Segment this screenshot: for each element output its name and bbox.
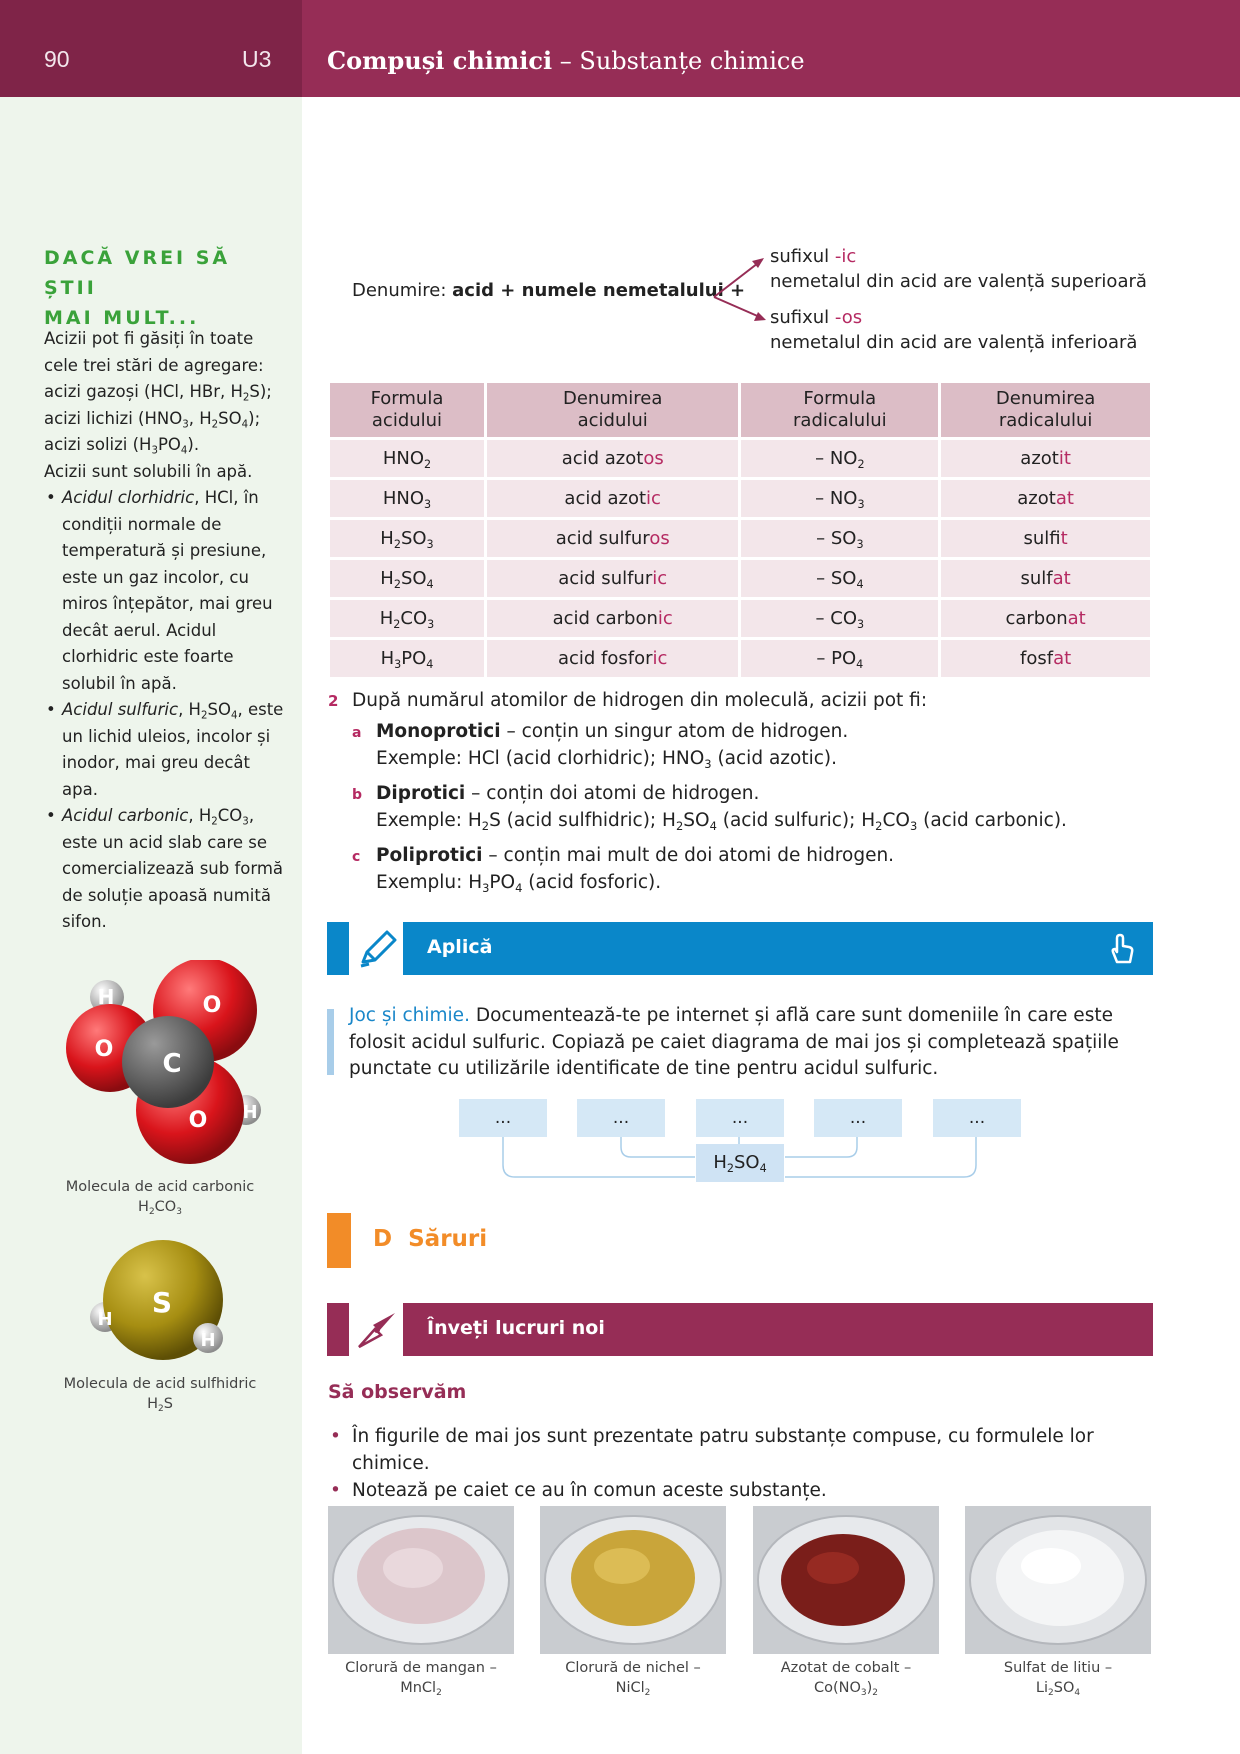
list-item: • Notează pe caiet ce au în comun aceste substanțe.: [328, 1477, 1158, 1504]
acid-classification: [328, 688, 1158, 897]
diagram-placeholder: ...: [577, 1099, 665, 1137]
suffix-os-label: [770, 305, 1137, 330]
column-header: Formula radicalului: [741, 383, 938, 437]
chapter-title-bold: Compuși chimici: [327, 46, 553, 75]
substance-formula: NiCl$_2$: [615, 1680, 651, 1699]
acid-formula: $HNO_2$: [330, 440, 484, 477]
substance-name: Azotat de cobalt –: [780, 1660, 912, 1676]
hand-pointer-icon: [1105, 932, 1139, 966]
item-letter: b: [352, 786, 363, 803]
table-header-row: [330, 383, 1150, 437]
atom-label: O: [202, 993, 222, 1018]
sidebar-heading-line1: DACĂ VREI SĂ ȘTII: [44, 247, 231, 299]
sidebar-list: [44, 485, 284, 936]
photo-caption: [753, 1658, 939, 1698]
naming-formula: acid + numele nemetalului +: [452, 280, 746, 301]
term: Poliprotici: [376, 844, 483, 866]
suffix-label-text: sufixul: [770, 246, 835, 267]
molecule-caption-carbonic: [50, 1177, 270, 1217]
suffix-ic-note: [770, 244, 1147, 294]
chapter-title: [327, 46, 805, 75]
molecule-formula: $H_2CO_3$: [138, 1199, 182, 1218]
examples: Exemplu: $H_3PO_4$ (acid fosforic).: [376, 872, 662, 895]
term: Monoprotici: [376, 720, 501, 742]
substance-name: Clorură de nichel –: [565, 1660, 701, 1676]
table-row: [330, 440, 1150, 477]
term: Diprotici: [376, 782, 466, 804]
classification-b: [328, 781, 1158, 835]
naming-prefix: Denumire:: [352, 280, 453, 301]
radical-name: sulfat: [941, 560, 1150, 597]
item-letter: c: [352, 848, 361, 865]
item-number: 2: [328, 692, 339, 710]
radical-formula: – $SO_4$: [741, 560, 938, 597]
observe-title: Să observăm: [328, 1381, 467, 1403]
diagram-center-h2so4: $H_2SO_4$: [696, 1144, 784, 1182]
substance-name: Clorură de mangan –: [345, 1660, 497, 1676]
intro-text: După numărul atomilor de hidrogen din moleculă, acizii pot fi:: [352, 690, 928, 711]
acid-formula: $H_2SO_3$: [330, 520, 484, 557]
classification-intro: [328, 688, 1158, 715]
term-description: – conțin mai mult de doi atomi de hidrogen.: [482, 844, 895, 866]
diagram-placeholder: ...: [696, 1099, 784, 1137]
suffix-ic-value: -ic: [834, 246, 857, 267]
acid-formula: $HNO_3$: [330, 480, 484, 517]
radical-name: azotat: [941, 480, 1150, 517]
atom-label: C: [162, 1049, 182, 1079]
radical-name: sulfit: [941, 520, 1150, 557]
banner-bar: [403, 922, 1153, 975]
pencil-icon: [355, 928, 399, 970]
radical-name: azotit: [941, 440, 1150, 477]
section-accent-bar: [327, 1213, 351, 1268]
sidebar-heading: [44, 243, 284, 333]
acid-name: acid fosforic: [487, 640, 738, 677]
compass-icon: [355, 1309, 399, 1351]
acid-name: acid azotos: [487, 440, 738, 477]
apply-banner-label: Aplică: [427, 936, 493, 958]
diagram-placeholder: ...: [814, 1099, 902, 1137]
examples: Exemple: HCl (acid clorhidric); $HNO_3$ (acid azotic).: [376, 748, 837, 771]
column-header: Denumirea radicalului: [941, 383, 1150, 437]
list-item: • Acidul sulfuric, $H_2SO_4$, este un lichid uleios, incolor și inodor, mai greu decât apa.: [44, 697, 284, 803]
item-letter: a: [352, 724, 362, 741]
classification-a: [328, 719, 1158, 773]
sidebar-heading-line2: MAI MULT...: [44, 307, 200, 329]
substance-formula: MnCl$_2$: [400, 1680, 442, 1699]
atom-label: H: [200, 1330, 216, 1351]
list-item: • Acidul carbonic, $H_2CO_3$, este un acid slab care se comercializează sub formă de soluție apoasă numită sifon.: [44, 803, 284, 936]
radical-formula: – $PO_4$: [741, 640, 938, 677]
hydrogen-sulfide-molecule: [88, 1240, 238, 1360]
list-item: • În figurile de mai jos sunt prezentate patru substanțe compuse, cu formulele lor chimice.: [328, 1423, 1158, 1477]
photo-lithium-sulfate: [965, 1506, 1151, 1654]
chapter-title-rest: – Substanțe chimice: [552, 47, 805, 75]
apply-banner: [327, 922, 1153, 975]
radical-formula: – $SO_3$: [741, 520, 938, 557]
banner-strip: [327, 1303, 349, 1356]
task-accent-line: [327, 1009, 334, 1075]
term-description: – conțin un singur atom de hidrogen.: [500, 720, 849, 742]
molecule-name: Molecula de acid carbonic: [65, 1179, 255, 1195]
photo-nickel-chloride: [540, 1506, 726, 1654]
table-row: [330, 560, 1150, 597]
sidebar-paragraph: Acizii pot fi găsiți în toate cele trei stări de agregare: acizi gazoși (HCl, HBr, $H_2S$); acizi lichizi ($HNO_3$, $H_2SO_4$); acizi solizi $(H_3PO_4)$. Acizii sunt solubili în apă.: [44, 329, 272, 481]
examples: Exemple: $H_2S$ (acid sulfhidric); $H_2SO_4$ (acid sulfuric); $H_2CO_3$ (acid carbonic).: [376, 810, 1067, 833]
acid-name: acid azotic: [487, 480, 738, 517]
diagram-placeholder: ...: [933, 1099, 1021, 1137]
acid-formula: $H_3PO_4$: [330, 640, 484, 677]
atom-label: S: [151, 1286, 173, 1319]
suffix-ic-description: nemetalul din acid are valență superioară: [770, 271, 1147, 292]
sidebar-text: [44, 326, 284, 936]
page-header: [0, 0, 1240, 97]
acid-name: acid carbonic: [487, 600, 738, 637]
page-number: 90: [44, 46, 70, 72]
acid-name: acid sulfuros: [487, 520, 738, 557]
substance-formula: $Co(NO_3)_2$: [813, 1680, 879, 1699]
suffix-os-value: -os: [834, 307, 863, 328]
classification-c: [328, 843, 1158, 897]
task-body: Documentează-te pe internet și află care sunt domeniile în care este folosit acidul sulfuric. Copiază pe caiet diagrama de mai jos și completează spațiile punctate cu utilizările identificate de tine pentru acidul sulfuric.: [349, 1005, 1119, 1079]
section-title: [373, 1226, 487, 1252]
list-item: • Acidul clorhidric, HCl, în condiții normale de temperatură și presiune, este un gaz incolor, cu miros înțepător, mai greu decât aerul. Acidul clorhidric este foarte solubil în apă.: [44, 485, 284, 697]
term-description: – conțin doi atomi de hidrogen.: [465, 782, 760, 804]
atom-label: O: [188, 1108, 208, 1133]
photo-caption: [965, 1658, 1151, 1698]
acid-formula: $H_2SO_4$: [330, 560, 484, 597]
substance-formula: $Li_2SO_4$: [1035, 1680, 1081, 1699]
learn-banner-label: Înveți lucruri noi: [427, 1317, 605, 1339]
naming-arrows: [712, 248, 772, 322]
section-name: Săruri: [408, 1226, 488, 1252]
photo-manganese-chloride: [328, 1506, 514, 1654]
diagram-placeholder: ...: [459, 1099, 547, 1137]
molecule-name: Molecula de acid sulfhidric: [63, 1376, 257, 1392]
table-row: [330, 480, 1150, 517]
acid-formula: $H_2CO_3$: [330, 600, 484, 637]
radical-formula: – $NO_3$: [741, 480, 938, 517]
photo-caption: [540, 1658, 726, 1698]
table-row: [330, 640, 1150, 677]
column-header: Formula acidului: [330, 383, 484, 437]
molecule-caption-h2s: [50, 1374, 270, 1414]
atom-label: H: [97, 1309, 113, 1330]
column-header: Denumirea acidului: [487, 383, 738, 437]
table-row: [330, 600, 1150, 637]
suffix-label-text: sufixul: [770, 307, 835, 328]
task-text: [327, 1003, 1153, 1083]
acid-name: acid sulfuric: [487, 560, 738, 597]
radical-formula: – $CO_3$: [741, 600, 938, 637]
photo-cobalt-nitrate: [753, 1506, 939, 1654]
radical-formula: – $NO_2$: [741, 440, 938, 477]
substance-name: Sulfat de litiu –: [1003, 1660, 1113, 1676]
photo-caption: [328, 1658, 514, 1698]
atom-label: H: [242, 1102, 258, 1123]
task-lead: Joc și chimie.: [349, 1005, 470, 1026]
observe-bullets: [328, 1423, 1158, 1504]
learn-banner: [327, 1303, 1153, 1356]
banner-strip: [327, 922, 349, 975]
carbonic-acid-molecule: [50, 960, 270, 1170]
table-row: [330, 520, 1150, 557]
radical-name: carbonat: [941, 600, 1150, 637]
molecule-formula: $H_2S$: [147, 1396, 173, 1415]
atom-label: H: [97, 985, 115, 1009]
acids-table: [327, 380, 1153, 680]
unit-label: U3: [242, 46, 272, 72]
section-letter: D: [373, 1226, 393, 1252]
naming-rule: [352, 280, 745, 301]
atom-label: O: [94, 1037, 114, 1062]
suffix-os-note: [770, 305, 1137, 355]
suffix-ic-label: [770, 244, 1147, 269]
suffix-os-description: nemetalul din acid are valență inferioară: [770, 332, 1138, 353]
radical-name: fosfat: [941, 640, 1150, 677]
